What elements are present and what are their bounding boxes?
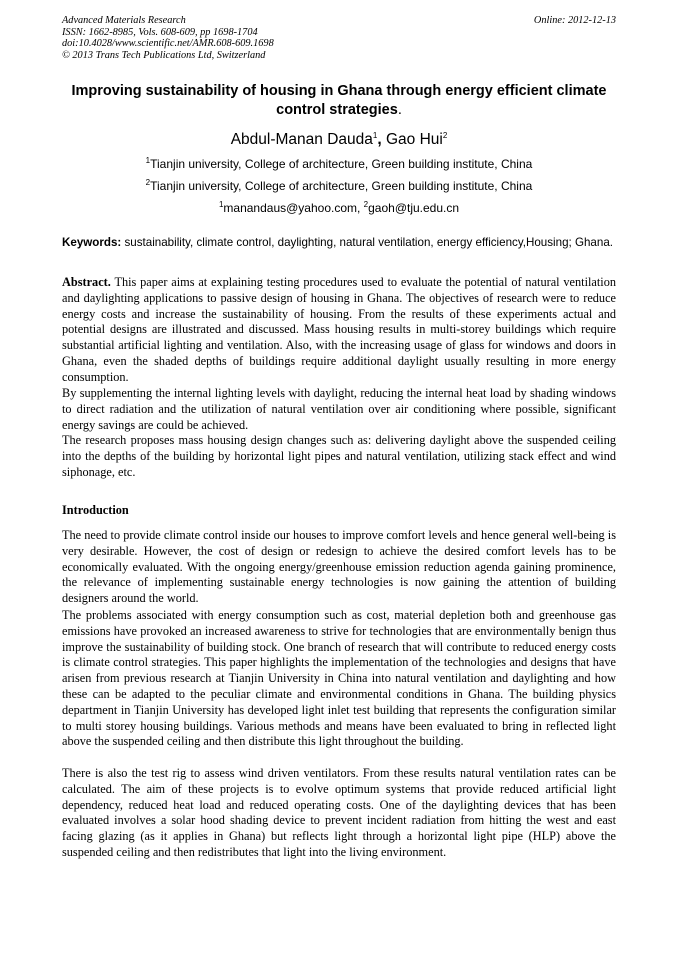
affiliation-1 — [62, 157, 616, 172]
email-2: gaoh@tju.edu.cn — [368, 201, 460, 215]
author-1-sup: 1 — [372, 130, 378, 140]
abstract-paragraph-2: By supplementing the internal lighting levels with daylight, reducing the internal heat load by shading windows to direct radiation and the utilization of natural ventilation over air conditioning where possible, significant energy savings are could be achieved. — [62, 386, 616, 432]
journal-name: Advanced Materials Research — [62, 15, 186, 26]
keywords-label: Keywords: — [62, 236, 122, 249]
author-1: Abdul-Manan Dauda — [230, 131, 373, 148]
abstract-label: Abstract. — [62, 275, 111, 289]
author-2-sup: 2 — [442, 130, 448, 140]
email-1-sup: 1 — [218, 200, 224, 209]
author-2: Gao Hui — [385, 131, 443, 148]
abstract-paragraph-3: The research proposes mass housing design changes such as: delivering daylight above the suspended ceiling into the depths of the building by horizontal light pipes and natural ventilation, utilizing stack effect and wind siphonage, etc. — [62, 433, 616, 479]
affiliation-2-text: Tianjin university, College of architecture, Green building institute, China — [150, 179, 533, 193]
author-separator: , — [377, 131, 382, 148]
affiliation-1-text: Tianjin university, College of architecture, Green building institute, China — [150, 157, 533, 171]
email-1: manandaus@yahoo.com, — [223, 201, 364, 215]
abstract-paragraph-1 — [62, 275, 616, 386]
keywords-text: sustainability, climate control, daylighting, natural ventilation, energy efficiency,Housing; Ghana. — [121, 236, 613, 249]
copyright-line: © 2013 Trans Tech Publications Ltd, Switzerland — [62, 49, 266, 61]
email-2-sup: 2 — [363, 200, 369, 209]
online-date: Online: 2012-12-13 — [533, 15, 616, 26]
affiliation-2 — [62, 179, 616, 194]
title-text: Improving sustainability of housing in Ghana through energy efficient climate control strategies — [71, 83, 607, 118]
abstract-text-1: This paper aims at explaining testing procedures used to evaluate the potential of natural ventilation and daylighting applications to passive design of housing in Ghana. The objectives of research were to reduce energy costs and increase the sustainability of housing. From the results of these experiments actual and potential designs are illustrated and discussed. Mass housing results in multi-storey buildings which require substantial artificial lighting and ventilation. Also, with the increasing usage of glass for windows and doors in Ghana, even the shaded depths of buildings require additional daylight usually resulting in more energy consumption. — [62, 275, 616, 384]
introduction-paragraph-2: The problems associated with energy consumption such as cost, material depletion both and greenhouse gas emissions have provoked an increased awareness to strive for technologies that are environmentally benign thus improve the sustainability of building stock. One branch of research that will contribute to reduced energy costs is climate control strategies. This paper highlights the implementation of the technologies and designs that have arisen from previous research at Tianjin University in China into natural ventilation and daylighting and how these can be adapted to the peculiar climate and environmental conditions in Ghana. The building physics department in Tianjin University has developed light inlet test building that represents the configuration similar to multi storey housing buildings. Various methods and means have been evaluated to bring in reflected light above the suspended ceiling and then distribute this light throughout the building. — [62, 608, 616, 749]
email-line — [62, 201, 616, 216]
title-period: . — [397, 102, 402, 118]
keywords — [62, 236, 616, 250]
introduction-heading: Introduction — [62, 503, 129, 517]
introduction-paragraph-3: There is also the test rig to assess wind driven ventilators. From these results natural ventilation rates can be calculated. The aim of these projects is to evolve optimum systems that provide reduced artificial light dependency, reduced heat load and reduced operating costs. One of the daylighting devices that has been evaluated involves a solar hood shading device to prevent incident radiation from hitting the west and east facing glazing (as it applies in Ghana) but reflects light through a horizontal light pipe (HLP) above the suspended ceiling and then redistributes that light into the living environment. — [62, 766, 616, 859]
doi-line: doi:10.4028/www.scientific.net/AMR.608-609.1698 — [62, 38, 274, 49]
affiliation-1-sup: 1 — [145, 156, 151, 165]
journal-header — [62, 15, 616, 61]
paper-title — [62, 82, 616, 120]
introduction-paragraph-1: The need to provide climate control inside our houses to improve comfort levels and hence general well-being is very desirable. However, the cost of design or redesign to achieve the desired comfort levels has to be economically evaluated. With the ongoing energy/greenhouse emission reduction agenda gaining prominence, the relevance of implementing sustainable energy technologies is now gaining the attention of building designers around the world. — [62, 528, 616, 606]
affiliation-2-sup: 2 — [145, 178, 151, 187]
issn-line: ISSN: 1662-8985, Vols. 608-609, pp 1698-1704 — [62, 26, 258, 38]
authors-line — [62, 130, 616, 150]
